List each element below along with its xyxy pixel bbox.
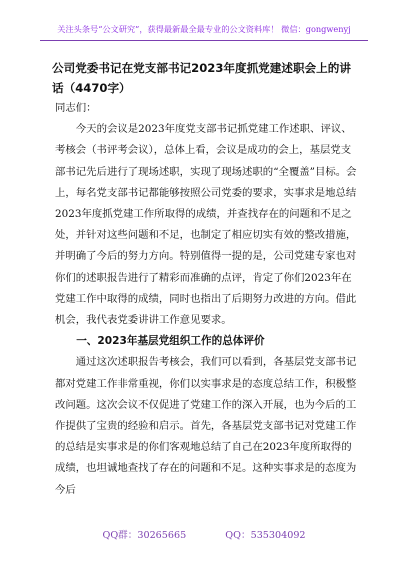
document-title: 公司党委书记在党支部书记2023年度抓党建述职会上的讲话（4470字） [52, 61, 351, 95]
document-body [55, 98, 357, 501]
salutation: 同志们： [55, 102, 97, 114]
paragraph: 通过这次述职报告考核会，我们可以看到，各基层党支部书记都对党建工作非常重视，你们以实事求是的态度总结工作，积极整改问题。这次会议不仅促进了党建工作的深入开展，也为今后的工作提供了宝贵的经验和启示。首先，各基层党支部书记对党建工作的总结是实事求是的你们客观地总结了自己在2023年度所取得的成绩，也坦诚地查找了存在的问题和不足。这种实事求是的态度为今后 [55, 356, 357, 496]
header-banner: 关注头条号“公文研究”，获得最新最全最专业的公文资料库！ 微信：gongwenyj [40, 18, 368, 41]
qq-number: QQ：535304092 [225, 530, 306, 541]
qq-group: QQ群：30265665 [102, 530, 187, 541]
paragraph: 今天的会议是2023年度党支部书记抓党建工作述职、评议、考核会（书评考会议），总体上看，会议是成功的会上，基层党支部书记先后进行了现场述职，实现了现场述职的“全覆盖”目标。会上，每名党支部书记都能够按照公司党委的要求，实事求是地总结2023年度抓党建工作所取得的成绩，并查找存在的问题和不足之处，并针对这些问题和不足，也制定了相应切实有效的整改措施，并明确了今后的努力方向。特别值得一提的是，公司党建专家也对你们的述职报告进行了精彩而准确的点评，肯定了你们2023年在党建工作中取得的成绩，同时也指出了后期努力改进的方向。借此机会，我代表党委讲讲工作意见要求。 [55, 123, 357, 327]
section-heading: 一、2023年基层党组织工作的总体评价 [76, 335, 265, 348]
footer-contact [0, 528, 408, 544]
